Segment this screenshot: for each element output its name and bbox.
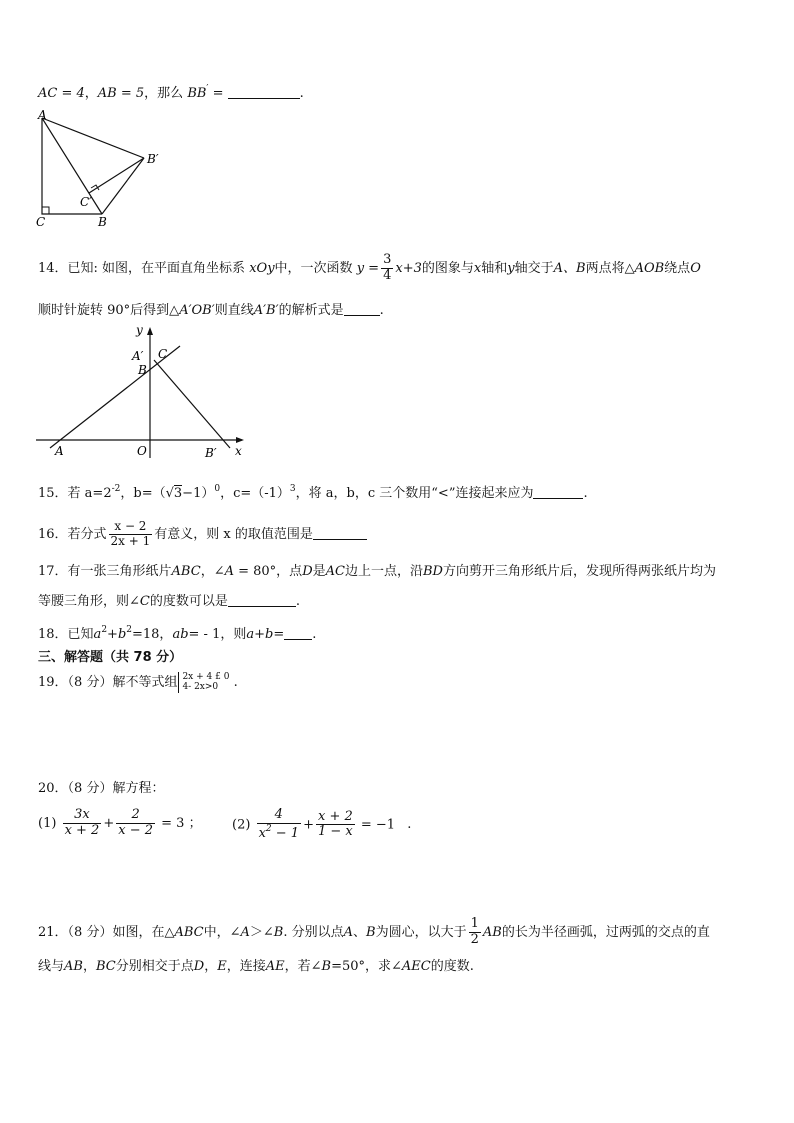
q14-line-2: 顺时针旋转 90°后得到△A′OB′则直线A′B′的解析式是 . bbox=[38, 303, 384, 318]
q19: 19．（8 分）解不等式组 2x + 4 £ 0 4- 2x>0 . bbox=[38, 672, 238, 693]
q17-line-2: 等腰三角形，则∠C的度数可以是 . bbox=[38, 594, 301, 609]
fig13-label-bp: B′ bbox=[147, 152, 159, 166]
q20-title: 20．（8 分）解方程： bbox=[38, 781, 165, 796]
sqrt-symbol: √ bbox=[165, 486, 174, 501]
q17-answer-blank[interactable] bbox=[228, 606, 296, 607]
q13-answer-blank[interactable] bbox=[228, 98, 300, 99]
section-3-title: 三、解答题（共 78 分） bbox=[38, 650, 183, 665]
q21-line-1: 21．（8 分）如图，在△ABC中，∠A＞∠B. 分别以点A、B为圆心，以大于 $\frac{1}{2}$ AB的长为半径画弧，过两弧的交点的直 bbox=[38, 916, 710, 947]
q20-equation-2: (2) $\frac{4}{x^2 - 1}$ + $\frac{x + 2}{1 - x}$ = −1 . bbox=[232, 807, 412, 841]
fig13-label-b: B bbox=[98, 215, 107, 229]
q13-triangle-figure bbox=[30, 108, 170, 230]
q18: 18．已知$a^2+b^2=18$，ab= - 1，则a+b= . bbox=[38, 625, 317, 642]
q14-line-1: 14．已知: 如图，在平面直角坐标系 xOy中，一次函数 y = $\frac{3}{4}$ x+3的图象与x轴和y轴交于A、B两点将△AOB绕点O bbox=[38, 252, 701, 283]
fig13-label-a: A bbox=[38, 108, 47, 122]
fig14-label-o: O bbox=[137, 444, 147, 458]
q13-ab-eq: AB = 5 bbox=[97, 86, 145, 101]
q16-fraction: $\frac{x - 2}{2x + 1}$ bbox=[110, 519, 151, 548]
fig14-label-a: A bbox=[55, 444, 64, 458]
fig14-label-y: y bbox=[136, 323, 143, 337]
q16-answer-blank[interactable] bbox=[313, 539, 367, 540]
q14-coordinate-figure bbox=[30, 322, 260, 462]
q17-line-1: 17．有一张三角形纸片ABC，∠A = 80°，点D是AC边上一点，沿BD方向剪开三角形纸片后，发现所得两张纸片均为 bbox=[38, 564, 716, 579]
fig13-label-c: C bbox=[36, 215, 46, 229]
q15-answer-blank[interactable] bbox=[533, 498, 583, 499]
q19-inequality-system: 2x + 4 £ 0 4- 2x>0 bbox=[178, 672, 229, 693]
fig14-label-b: B bbox=[138, 363, 147, 377]
q14-answer-blank[interactable] bbox=[344, 315, 380, 316]
fig13-label-cp: C′ bbox=[80, 195, 92, 209]
q18-answer-blank[interactable] bbox=[284, 639, 312, 640]
q13-tail: AC = 4，AB = 5，那么 BB′ = . bbox=[38, 84, 304, 101]
q15: 15．若 $a=2^{-2}$，$b=(√3-1)^0$，$c=(-1)^3$，将 a，b，c 三个数用“<”连接起来应为 . bbox=[38, 484, 588, 501]
q20-equation-1: (1) $\frac{3x}{x + 2}$ + $\frac{2}{x - 2}$ = 3 ； bbox=[38, 807, 202, 838]
fig14-label-bp: B′ bbox=[205, 446, 217, 460]
q21-fraction: $\frac{1}{2}$ bbox=[470, 916, 479, 947]
fig14-label-c: C bbox=[158, 347, 168, 361]
q13-ac-eq: AC = 4 bbox=[38, 86, 85, 101]
fig14-label-ap: A′ bbox=[132, 349, 144, 363]
q14-fraction: $\frac{3}{4}$ bbox=[383, 252, 392, 283]
q21-line-2: 线与AB，BC分别相交于点D，E，连接AE，若∠B=50°，求∠AEC的度数. bbox=[38, 959, 474, 974]
q16: 16．若分式 $\frac{x - 2}{2x + 1}$ 有意义，则 x 的取值范围是 bbox=[38, 520, 367, 549]
fig14-label-x: x bbox=[235, 444, 242, 458]
